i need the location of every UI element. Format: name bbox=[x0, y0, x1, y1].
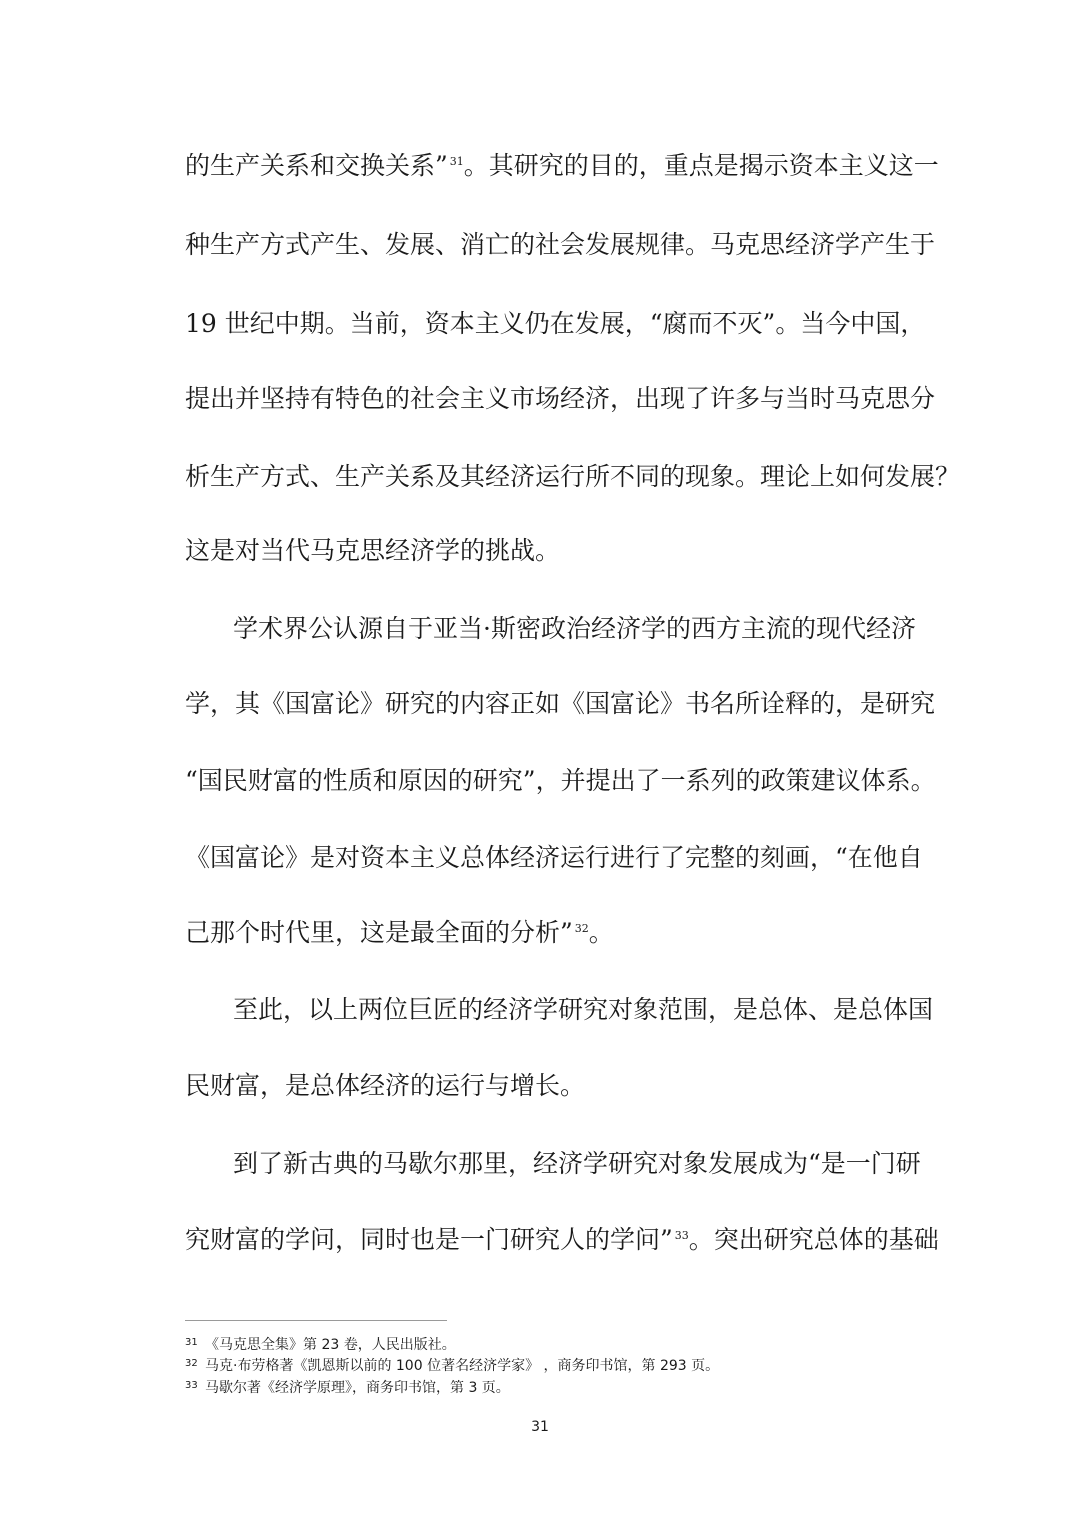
footnote-32 bbox=[185, 1356, 719, 1376]
body-line: 析生产方式、生产关系及其经济运行所不同的现象。理论上如何发展？ bbox=[185, 462, 961, 491]
footnote-ref[interactable]: 32 bbox=[574, 922, 589, 935]
body-line: 这是对当代马克思经济学的挑战。 bbox=[185, 536, 561, 565]
body-text: 己那个时代里，这是最全面的分析” bbox=[185, 918, 573, 947]
body-line bbox=[185, 917, 897, 949]
footnote-ref[interactable]: 31 bbox=[449, 155, 464, 168]
body-line: 学术界公认源自于亚当·斯密政治经济学的西方主流的现代经济 bbox=[233, 614, 916, 643]
body-line bbox=[185, 150, 939, 182]
footnote-text: 马歇尔著《经济学原理》，商务印书馆，第 3 页。 bbox=[205, 1380, 510, 1396]
footnote-number: 31 bbox=[185, 1337, 198, 1348]
body-line: 19 世纪中期。当前，资本主义仍在发展，“腐而不灭”。当今中国， bbox=[185, 309, 926, 338]
body-line: 种生产方式产生、发展、消亡的社会发展规律。马克思经济学产生于 bbox=[185, 230, 936, 259]
footnote-33 bbox=[185, 1378, 510, 1398]
footnote-number: 33 bbox=[185, 1380, 198, 1391]
body-line: 民财富，是总体经济的运行与增长。 bbox=[185, 1071, 586, 1100]
body-line: “国民财富的性质和原因的研究”，并提出了一系列的政策建议体系。 bbox=[185, 766, 936, 795]
page-number: 31 bbox=[531, 1419, 549, 1435]
footnote-text: 马克·布劳格著《凯恩斯以前的 100 位著名经济学家》 ，商务印书馆，第 293 页。 bbox=[205, 1358, 720, 1374]
footnote-ref[interactable]: 33 bbox=[674, 1229, 689, 1242]
body-text: 的生产关系和交换关系” bbox=[185, 151, 448, 180]
body-line: 至此，以上两位巨匠的经济学研究对象范围，是总体、是总体国 bbox=[233, 995, 934, 1024]
body-text: 。 bbox=[588, 918, 614, 947]
body-line: 提出并坚持有特色的社会主义市场经济，出现了许多与当时马克思分 bbox=[185, 384, 936, 413]
footnote-number: 32 bbox=[185, 1358, 198, 1369]
body-line: 《国富论》是对资本主义总体经济运行进行了完整的刻画，“在他自 bbox=[185, 843, 923, 872]
body-text: 。其研究的目的，重点是揭示资本主义这一 bbox=[463, 151, 939, 180]
body-line: 学，其《国富论》研究的内容正如《国富论》书名所诠释的，是研究 bbox=[185, 689, 936, 718]
body-text: 究财富的学问，同时也是一门研究人的学问” bbox=[185, 1225, 673, 1254]
footnote-31 bbox=[185, 1335, 456, 1355]
footnote-text: 《马克思全集》第 23 卷，人民出版社。 bbox=[205, 1337, 456, 1353]
body-line bbox=[185, 1224, 939, 1256]
body-line: 到了新古典的马歇尔那里，经济学研究对象发展成为“是一门研 bbox=[233, 1149, 921, 1178]
body-text: 。突出研究总体的基础 bbox=[688, 1225, 939, 1254]
footnote-separator bbox=[185, 1320, 447, 1321]
